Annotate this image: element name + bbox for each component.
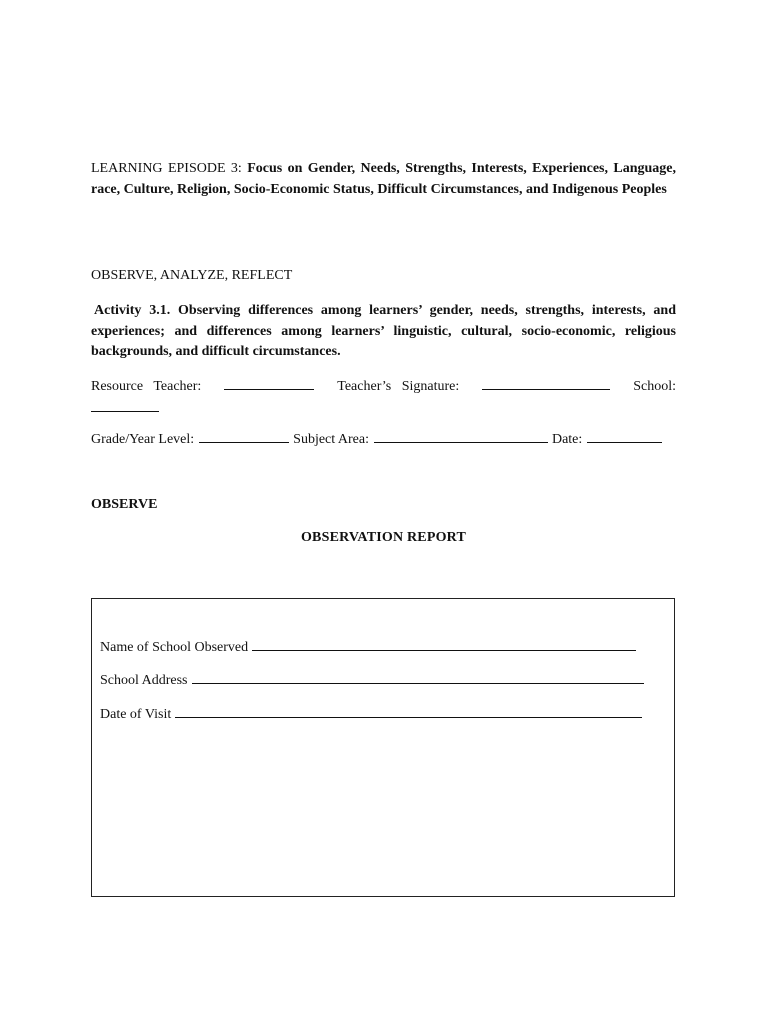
- resource-teacher-label: Resource Teacher:: [91, 379, 202, 394]
- form-row-school-continued: [91, 398, 676, 418]
- school-address-label: School Address: [100, 673, 188, 688]
- form-row-teacher: [91, 376, 676, 396]
- school-field[interactable]: [91, 398, 159, 412]
- school-observed-row: [100, 637, 636, 657]
- date-field[interactable]: [587, 429, 662, 443]
- teacher-signature-label: Teacher’s Signature:: [337, 379, 460, 394]
- school-label: School:: [633, 379, 676, 394]
- observe-heading: OBSERVE: [91, 497, 158, 512]
- date-of-visit-field[interactable]: [175, 704, 642, 718]
- school-observed-field[interactable]: [252, 637, 636, 651]
- grade-level-label: Grade/Year Level:: [91, 432, 195, 447]
- episode-title-lead: LEARNING EPISODE 3:: [91, 161, 242, 176]
- episode-title-rest: Focus on Gender, Needs, Strengths, Interests, Experiences, Language, race, Culture, Religion, Socio-Economic Status, Difficult Circumstances, and Indigenous Peoples: [91, 161, 677, 197]
- date-label: Date:: [551, 432, 583, 447]
- resource-teacher-field[interactable]: [224, 376, 314, 390]
- subject-area-field[interactable]: [374, 429, 548, 443]
- date-of-visit-row: [100, 704, 642, 724]
- teacher-signature-field[interactable]: [482, 376, 610, 390]
- grade-level-field[interactable]: [199, 429, 289, 443]
- report-title: OBSERVATION REPORT: [300, 530, 467, 545]
- date-of-visit-label: Date of Visit: [100, 707, 172, 722]
- section-heading: OBSERVE, ANALYZE, REFLECT: [91, 268, 293, 283]
- activity-description: Activity 3.1. Observing differences among learners’ gender, needs, strengths, interests, and experiences; and differences among learners’ linguistic, cultural, socio-economic, religious backgrounds, and difficult circumstances.: [91, 303, 676, 359]
- episode-heading: [91, 159, 676, 200]
- form-row-grade: [91, 429, 676, 449]
- subject-area-label: Subject Area:: [293, 432, 369, 447]
- school-address-row: [100, 670, 644, 690]
- school-observed-label: Name of School Observed: [100, 640, 249, 655]
- school-address-field[interactable]: [192, 670, 644, 684]
- observation-report-box: [91, 598, 675, 897]
